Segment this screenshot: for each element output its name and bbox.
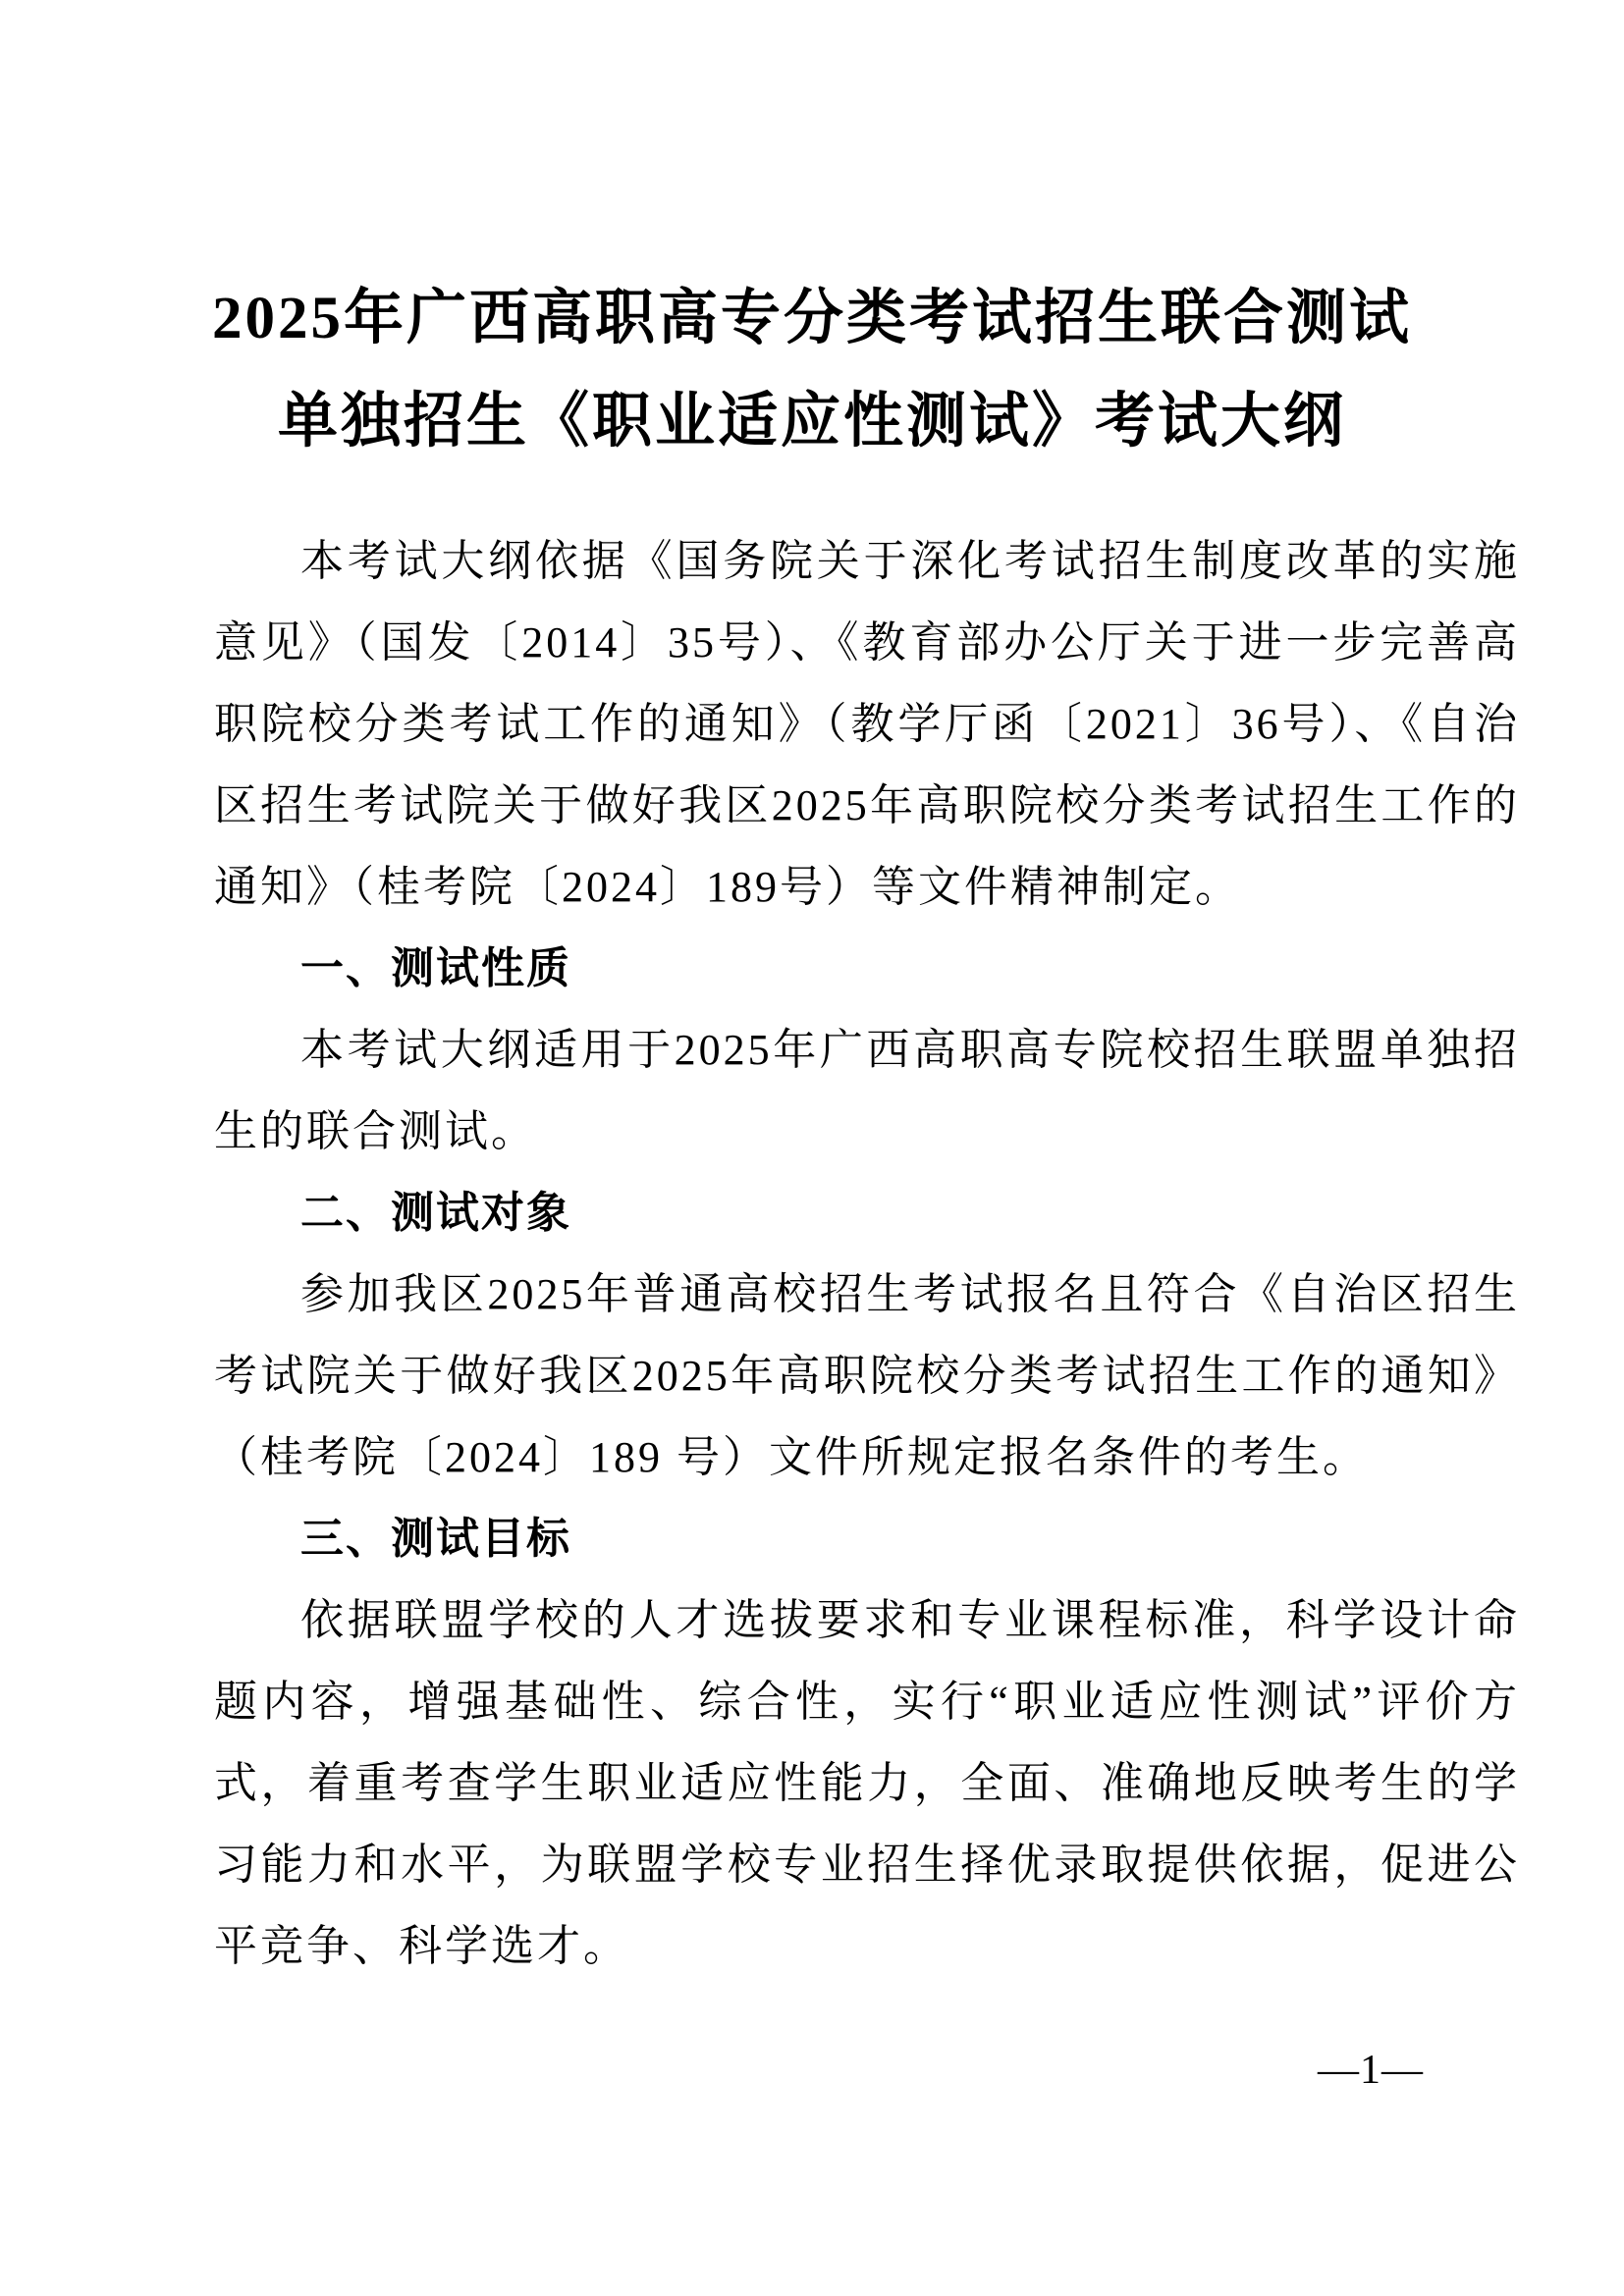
document-title-line-1: 2025年广西高职高专分类考试招生联合测试 bbox=[211, 286, 1412, 351]
section-heading-test-subjects: 二、测试对象 bbox=[300, 1189, 571, 1237]
page-number: —1— bbox=[1318, 2048, 1424, 2093]
paragraph-test-nature: 本考试大纲适用于2025年广西高职高专院校招生联盟单独招生的联合测试。 bbox=[214, 1026, 1520, 1155]
paragraph-test-goals: 依据联盟学校的人才选拔要求和专业课程标准，科学设计命题内容，增强基础性、综合性，实行“职业适应性测试”评价方式，着重考查学生职业适应性能力，全面、准确地反映考生的学习能力和水平，为联盟学校专业招生择优录取提供依据，促进公平竞争、科学选才。 bbox=[214, 1596, 1520, 1970]
document-body bbox=[214, 520, 1520, 1987]
document-title-line-2: 单独招生《职业适应性测试》考试大纲 bbox=[277, 389, 1346, 454]
section-heading-test-goals: 三、测试目标 bbox=[300, 1515, 571, 1563]
paragraph-test-subjects: 参加我区2025年普通高校招生考试报名且符合《自治区招生考试院关于做好我区2025年高职院校分类考试招生工作的通知》（桂考院〔2024〕189 号）文件所规定报名条件的考生。 bbox=[214, 1270, 1520, 1481]
section-heading-test-nature: 一、测试性质 bbox=[300, 944, 571, 992]
document-title bbox=[0, 267, 1624, 473]
paragraph-basis: 本考试大纲依据《国务院关于深化考试招生制度改革的实施意见》（国发〔2014〕35号）、《教育部办公厅关于进一步完善高职院校分类考试工作的通知》（教学厅函〔2021〕36号）、《自治区招生考试院关于做好我区2025年高职院校分类考试招生工作的通知》（桂考院〔2024〕189号）等文件精神制定。 bbox=[214, 537, 1520, 911]
